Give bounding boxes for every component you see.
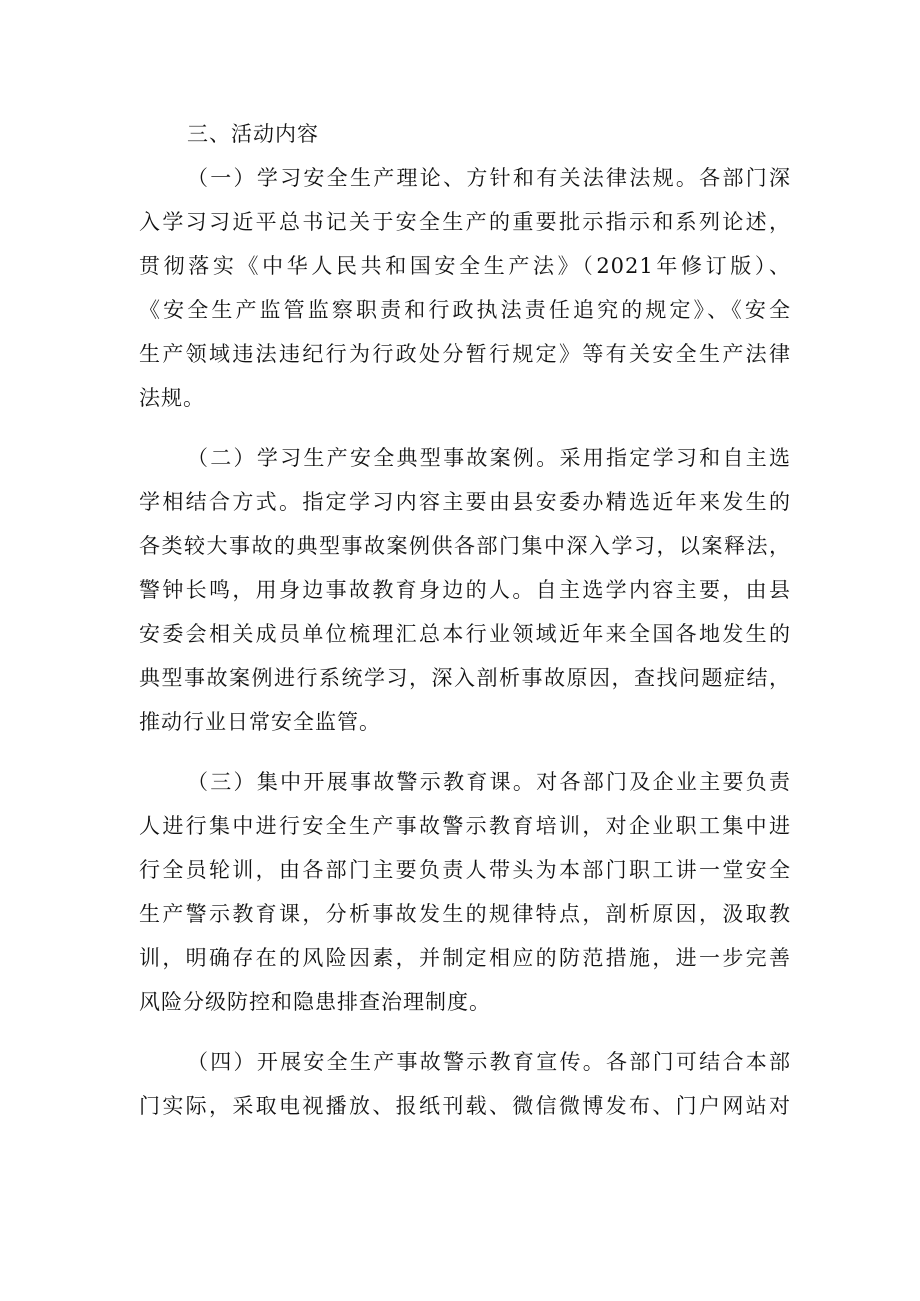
paragraph-line: 学相结合方式。指定学习内容主要由县安委办精选近年来发生的 xyxy=(139,490,791,514)
paragraph-line: （四）开展安全生产事故警示教育宣传。各部门可结合本部 xyxy=(187,1050,791,1074)
paragraph-line: 生产领域违法违纪行为行政处分暂行规定》等有关安全生产法律 xyxy=(139,342,791,366)
paragraph-4 xyxy=(139,1040,791,1128)
paragraph-line: （二）学习生产安全典型事故案例。采用指定学习和自主选 xyxy=(187,446,791,470)
paragraph-line: 门实际，采取电视播放、报纸刊载、微信微博发布、门户网站对 xyxy=(139,1094,791,1118)
paragraph-line: 人进行集中进行安全生产事故警示教育培训，对企业职工集中进 xyxy=(139,814,791,838)
paragraph-line: 典型事故案例进行系统学习，深入剖析事故原因，查找问题症结， xyxy=(139,666,791,690)
paragraph-line: 各类较大事故的典型事故案例供各部门集中深入学习，以案释法， xyxy=(139,534,791,558)
paragraph-line: 安委会相关成员单位梳理汇总本行业领域近年来全国各地发生的 xyxy=(139,622,791,646)
paragraph-line: 训，明确存在的风险因素，并制定相应的防范措施，进一步完善 xyxy=(139,946,791,970)
document-body xyxy=(139,112,791,1144)
paragraph-1 xyxy=(139,156,791,420)
paragraph-line: 推动行业日常安全监管。 xyxy=(139,710,381,734)
paragraph-line: 法规。 xyxy=(139,386,205,410)
paragraph-line: 警钟长鸣，用身边事故教育身边的人。自主选学内容主要，由县 xyxy=(139,578,791,602)
paragraph-line: 《安全生产监管监察职责和行政执法责任追究的规定》、《安全 xyxy=(139,298,791,322)
paragraph-line: 生产警示教育课，分析事故发生的规律特点，剖析原因，汲取教 xyxy=(139,902,791,926)
paragraph-2 xyxy=(139,436,791,744)
paragraph-line: 贯彻落实《中华人民共和国安全生产法》（2021年修订版）、 xyxy=(139,254,791,278)
paragraph-line: （一）学习安全生产理论、方针和有关法律法规。各部门深 xyxy=(187,166,791,190)
paragraph-line: 入学习习近平总书记关于安全生产的重要批示指示和系列论述， xyxy=(139,210,791,234)
section-heading: 三、活动内容 xyxy=(187,122,319,146)
paragraph-line: 风险分级防控和隐患排查治理制度。 xyxy=(139,990,491,1014)
paragraph-line: 行全员轮训，由各部门主要负责人带头为本部门职工讲一堂安全 xyxy=(139,858,791,882)
paragraph-3 xyxy=(139,760,791,1024)
paragraph-line: （三）集中开展事故警示教育课。对各部门及企业主要负责 xyxy=(187,770,791,794)
